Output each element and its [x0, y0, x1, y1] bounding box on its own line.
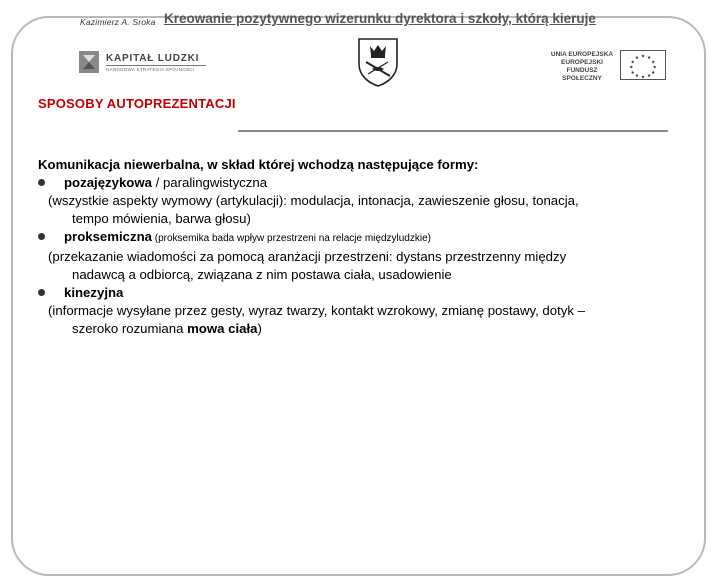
item-term-rest: / paralingwistyczna [151, 175, 268, 190]
intro-text: Komunikacja niewerbalna, w skład której wchodzą następujące formy: [38, 157, 479, 172]
svg-text:★: ★ [630, 60, 635, 66]
bullet-icon [38, 289, 45, 296]
school-crest-icon [356, 36, 400, 88]
item-detail-line-2: tempo mówienia, barwa głosu) [72, 211, 251, 226]
svg-text:★: ★ [634, 74, 640, 80]
item-detail-line-2-post: ) [257, 321, 262, 336]
svg-text:★: ★ [630, 70, 635, 76]
list-item [38, 228, 668, 248]
item-term: proksemiczna [64, 229, 152, 244]
svg-text:★: ★ [629, 65, 634, 71]
kapital-ludzki-name: KAPITAŁ LUDZKI [106, 53, 200, 64]
item-detail-line-1: (przekazanie wiadomości za pomocą aranżacji przestrzeni: dystans przestrzenny między [48, 249, 567, 264]
item-detail-line-2 [48, 320, 668, 338]
svg-text:★: ★ [634, 56, 640, 62]
svg-text:★: ★ [652, 65, 657, 71]
bullet-icon [38, 233, 45, 240]
kapital-ludzki-subtitle: NARODOWA STRATEGIA SPÓJNOŚCI [106, 67, 195, 72]
item-detail-line-1: (informacje wysyłane przez gesty, wyraz twarzy, kontakt wzrokowy, zmianę postawy, dotyk – [48, 303, 585, 318]
eu-logo-line-3: FUNDUSZ SPOŁECZNY [562, 67, 602, 82]
item-detail [38, 248, 668, 284]
kapital-ludzki-mark-icon [79, 51, 99, 73]
item-term: pozajęzykowa [64, 175, 152, 190]
list-item [38, 174, 668, 192]
slide-title: Kreowanie pozytywnego wizerunku dyrektora i szkoły, którą kieruje [164, 11, 596, 26]
svg-text:★: ★ [651, 60, 656, 66]
svg-text:★: ★ [646, 74, 652, 80]
svg-text:★: ★ [640, 75, 646, 80]
author-name: Kazimierz A. Sroka [80, 17, 156, 27]
eu-logo [548, 50, 670, 80]
eu-logo-line-1: UNIA EUROPEJSKA [550, 51, 614, 58]
kapital-ludzki-rule [106, 65, 206, 66]
svg-text:★: ★ [651, 70, 656, 76]
item-detail-line-1: (wszystkie aspekty wymowy (artykulacji): modulacja, intonacja, zawieszenie głosu, tonacja, [48, 193, 579, 208]
body-language-term: mowa ciała [187, 321, 258, 336]
item-detail-line-2: nadawcą a odbiorcą, związana z nim postawa ciała, usadowienie [72, 267, 452, 282]
svg-text:★: ★ [640, 54, 646, 60]
eu-logo-line-2: EUROPEJSKI [561, 59, 603, 66]
svg-text:★: ★ [646, 56, 652, 62]
kapital-ludzki-logo [79, 50, 209, 76]
eu-flag-icon [620, 50, 666, 80]
item-term: kinezyjna [64, 285, 124, 300]
slide-content [38, 156, 668, 338]
item-note: (proksemika bada wpływ przestrzeni na relacje międzyludzkie) [151, 233, 431, 244]
section-heading: SPOSOBY AUTOPREZENTACJI [38, 96, 236, 111]
item-detail [38, 192, 668, 228]
item-detail-line-2-pre: szeroko rozumiana [72, 321, 188, 336]
bullet-icon [38, 179, 45, 186]
list-item [38, 284, 668, 302]
section-divider [238, 130, 668, 132]
item-detail [38, 302, 668, 338]
